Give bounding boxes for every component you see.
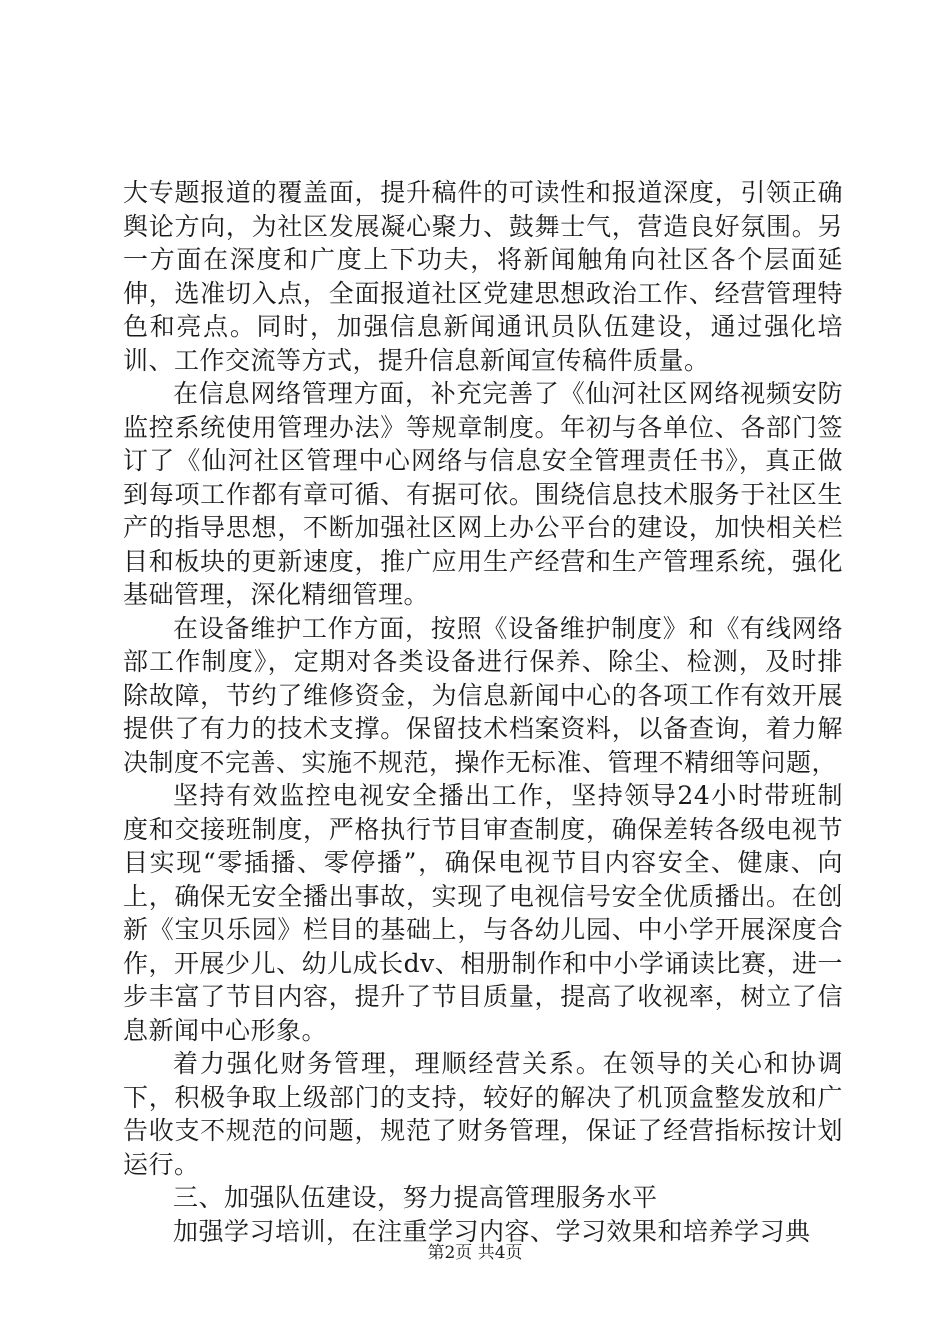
paragraph-financial-management: 着力强化财务管理，理顺经营关系。在领导的关心和协调下，积极争取上级部门的支持，较好的解决了机顶盒整发放和广告收支不规范的问题，规范了财务管理，保证了经营指标按计划运行。 — [123, 1049, 843, 1179]
paragraph-network-management: 在信息网络管理方面，补充完善了《仙河社区网络视频安防监控系统使用管理办法》等规章制度。年初与各单位、各部门签订了《仙河社区管理中心网络与信息安全管理责任书》，真正做到每项工作都有章可循、有据可依。围绕信息技术服务于社区生产的指导思想，不断加强社区网上办公平台的建设，加快相关栏目和板块的更新速度，推广应用生产经营和生产管理系统，强化基础管理，深化精细管理。 — [123, 379, 843, 609]
section-heading-team-building: 三、加强队伍建设，努力提高管理服务水平 — [173, 1183, 658, 1212]
paragraph-broadcast-safety: 坚持有效监控电视安全播出工作，坚持领导24小时带班制度和交接班制度，严格执行节目审查制度，确保差转各级电视节目实现“零插播、零停播”，确保电视节目内容安全、健康、向上，确保无安全播出事故，实现了电视信号安全优质播出。在创新《宝贝乐园》栏目的基础上，与各幼儿园、中小学开展深度合作，开展少儿、幼儿成长dv、相册制作和中小学诵读比赛，进一步丰富了节目内容，提升了节目质量，提高了收视率，树立了信息新闻中心形象。 — [123, 781, 843, 1045]
paragraph-equipment-maintenance: 在设备维护工作方面，按照《设备维护制度》和《有线网络部工作制度》，定期对各类设备进行保养、除尘、检测，及时排除故障，节约了维修资金，为信息新闻中心的各项工作有效开展提供了有力的技术支撑。保留技术档案资料，以备查询，着力解决制度不完善、实施不规范，操作无标准、管理不精细等问题， — [123, 613, 843, 777]
body-text — [123, 176, 843, 1248]
page-number-footer: 第2页 共4页 — [427, 1243, 523, 1263]
paragraph-news-coverage: 大专题报道的覆盖面，提升稿件的可读性和报道深度，引领正确舆论方向，为社区发展凝心聚力、鼓舞士气，营造良好氛围。另一方面在深度和广度上下功夫，将新闻触角向社区各个层面延伸，选准切入点，全面报道社区党建思想政治工作、经营管理特色和亮点。同时，加强信息新闻通讯员队伍建设，通过强化培训、工作交流等方式，提升信息新闻宣传稿件质量。 — [123, 178, 843, 375]
paragraph-study-training: 加强学习培训，在注重学习内容、学习效果和培养学习典 — [173, 1216, 811, 1246]
